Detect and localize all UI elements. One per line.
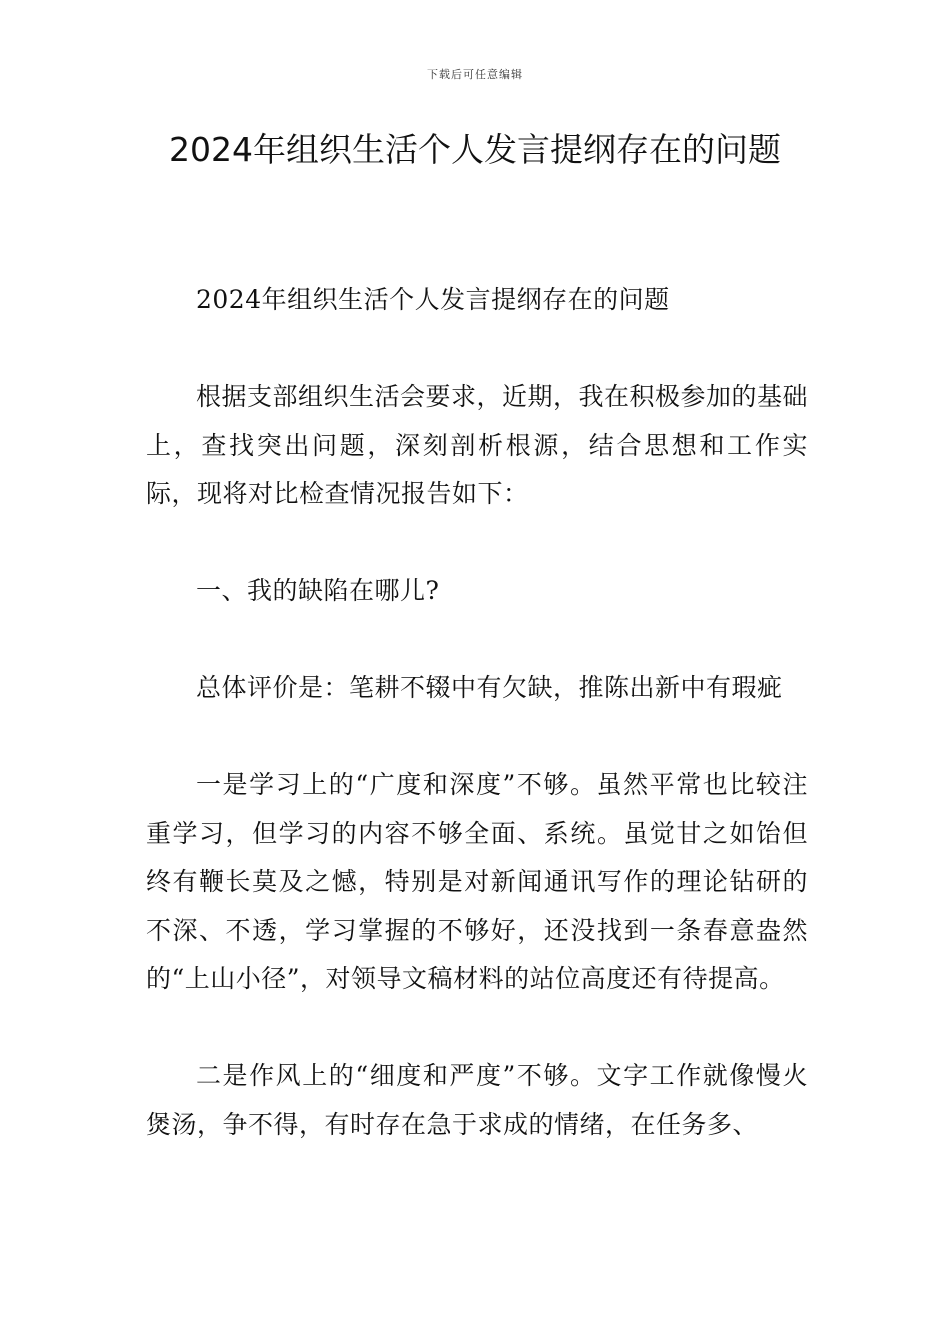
section-heading: 一、我的缺陷在哪儿? [196, 576, 440, 605]
paragraph-intro: 根据支部组织生活会要求，近期，我在积极参加的基础上，查找突出问题，深刻剖析根源，结合思想和工作实际，现将对比检查情况报告如下： [146, 382, 809, 508]
paragraph-point-one: 一是学习上的“广度和深度”不够。虽然平常也比较注重学习，但学习的内容不够全面、系统。虽觉甘之如饴但终有鞭长莫及之憾，特别是对新闻通讯写作的理论钻研的不深、不透，学习掌握的不够好，还没找到一条春意盎然的“上山小径”，对领导文稿材料的站位高度还有待提高。 [146, 770, 808, 993]
paragraph-subtitle: 2024年组织生活个人发言提纲存在的问题 [196, 285, 670, 314]
header-note: 下载后可任意编辑 [427, 68, 523, 81]
document-body [146, 276, 808, 1198]
paragraph-overall-evaluation: 总体评价是：笔耕不辍中有欠缺，推陈出新中有瑕疵 [196, 673, 783, 702]
document-title: 2024年组织生活个人发言提纲存在的问题 [169, 130, 781, 169]
paragraph-point-two: 二是作风上的“细度和严度”不够。文字工作就像慢火煲汤，争不得，有时存在急于求成的情绪，在任务多、 [146, 1061, 808, 1139]
